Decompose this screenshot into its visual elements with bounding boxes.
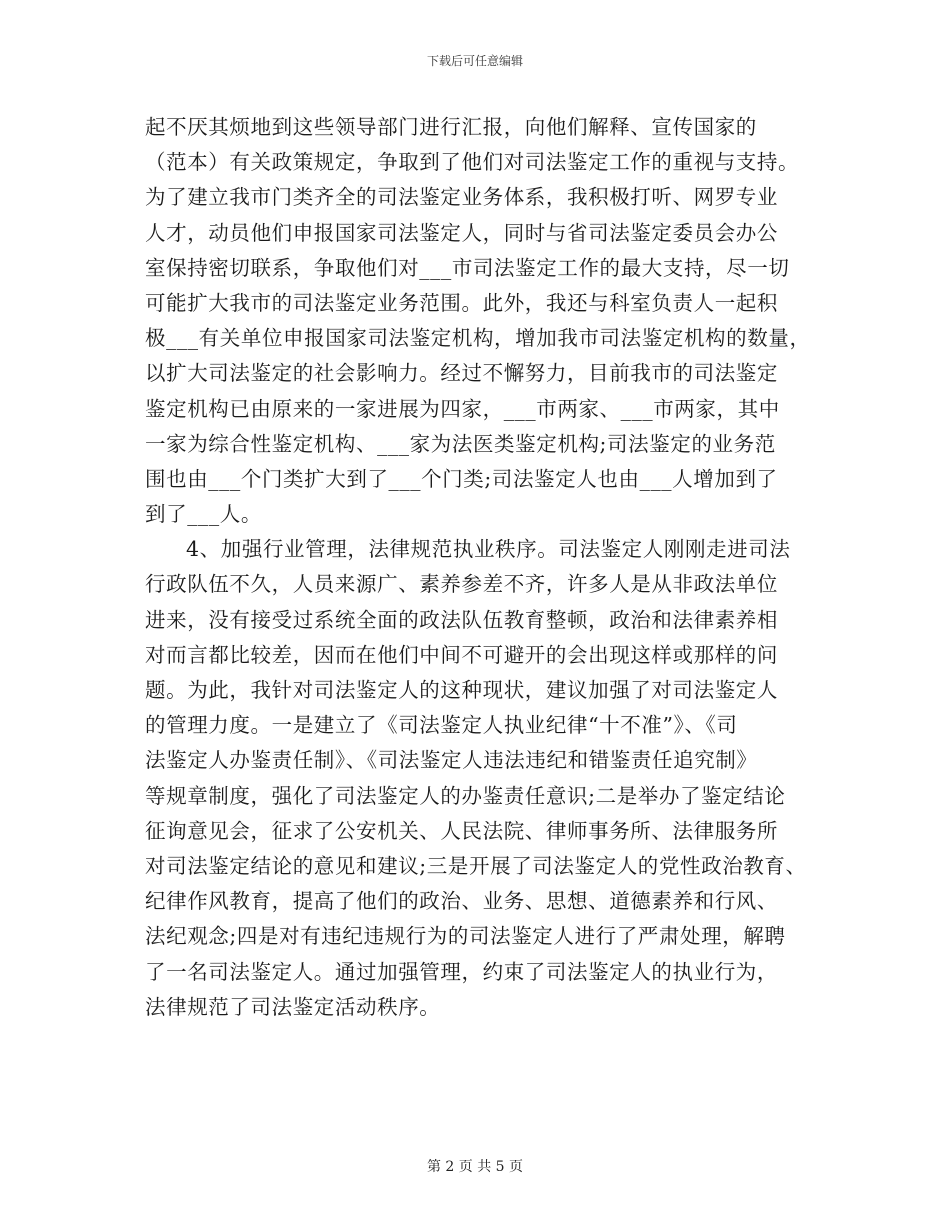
page-number-footer: 第 2 页 共 5 页 (426, 1159, 524, 1175)
text-line: 法纪观念;四是对有违纪违规行为的司法鉴定人进行了严肃处理，解聘 (145, 924, 786, 949)
text-line: 为了建立我市门类齐全的司法鉴定业务体系，我积极打听、网罗专业 (145, 185, 778, 210)
text-line: 围也由___个门类扩大到了___个门类;司法鉴定人也由___人增加到了 (145, 466, 778, 491)
text-line: 可能扩大我市的司法鉴定业务范围。此外，我还与科室负责人一起积 (145, 290, 778, 315)
text-line: 鉴定机构已由原来的一家进展为四家，___市两家、___市两家，其中 (145, 396, 780, 421)
text-line: 人才，动员他们申报国家司法鉴定人，同时与省司法鉴定委员会办公 (145, 220, 778, 245)
text-line: 等规章制度，强化了司法鉴定人的办鉴责任意识;二是举办了鉴定结论 (145, 783, 786, 808)
text-line: 进来，没有接受过系统全面的政法队伍教育整顿，政治和法律素养相 (145, 607, 778, 632)
text-line: 法律规范了司法鉴定活动秩序。 (145, 994, 441, 1019)
document-body (145, 110, 835, 1025)
text-line: 对司法鉴定结论的意见和建议;三是开展了司法鉴定人的党性政治教育、 (145, 853, 807, 878)
text-line: 纪律作风教育，提高了他们的政治、业务、思想、道德素养和行风、 (145, 889, 778, 914)
page-header-note: 下载后可任意编辑 (426, 54, 523, 68)
text-line: 以扩大司法鉴定的社会影响力。经过不懈努力，目前我市的司法鉴定 (145, 361, 778, 386)
text-line: 一家为综合性鉴定机构、___家为法医类鉴定机构;司法鉴定的业务范 (145, 431, 776, 456)
text-line: 极___有关单位申报国家司法鉴定机构，增加我市司法鉴定机构的数量， (145, 326, 811, 351)
paragraph-start-line: 4、加强行业管理，法律规范执业秩序。司法鉴定人刚刚走进司法 (186, 537, 791, 562)
text-line: 对而言都比较差，因而在他们中间不可避开的会出现这样或那样的问 (145, 642, 778, 667)
text-line: 题。为此，我针对司法鉴定人的这种现状，建议加强了对司法鉴定人 (145, 678, 778, 702)
text-line: （范本）有关政策规定，争取到了他们对司法鉴定工作的重视与支持。 (145, 150, 800, 175)
text-line: 的管理力度。一是建立了《司法鉴定人执业纪律“十不准”》、《司 (145, 713, 738, 738)
text-line: 法鉴定人办鉴责任制》、《司法鉴定人违法违纪和错鉴责任追究制》 (145, 748, 758, 773)
text-line: 征询意见会，征求了公安机关、人民法院、律师事务所、法律服务所 (145, 818, 778, 843)
text-line: 起不厌其烦地到这些领导部门进行汇报，向他们解释、宣传国家的 (145, 115, 757, 139)
text-line: 了一名司法鉴定人。通过加强管理，约束了司法鉴定人的执业行为， (145, 959, 778, 984)
text-line: 到了___人。 (145, 502, 262, 527)
text-line: 室保持密切联系，争取他们对___市司法鉴定工作的最大支持，尽一切 (145, 255, 790, 280)
text-line: 行政队伍不久，人员来源广、素养参差不齐，许多人是从非政法单位 (145, 572, 778, 597)
